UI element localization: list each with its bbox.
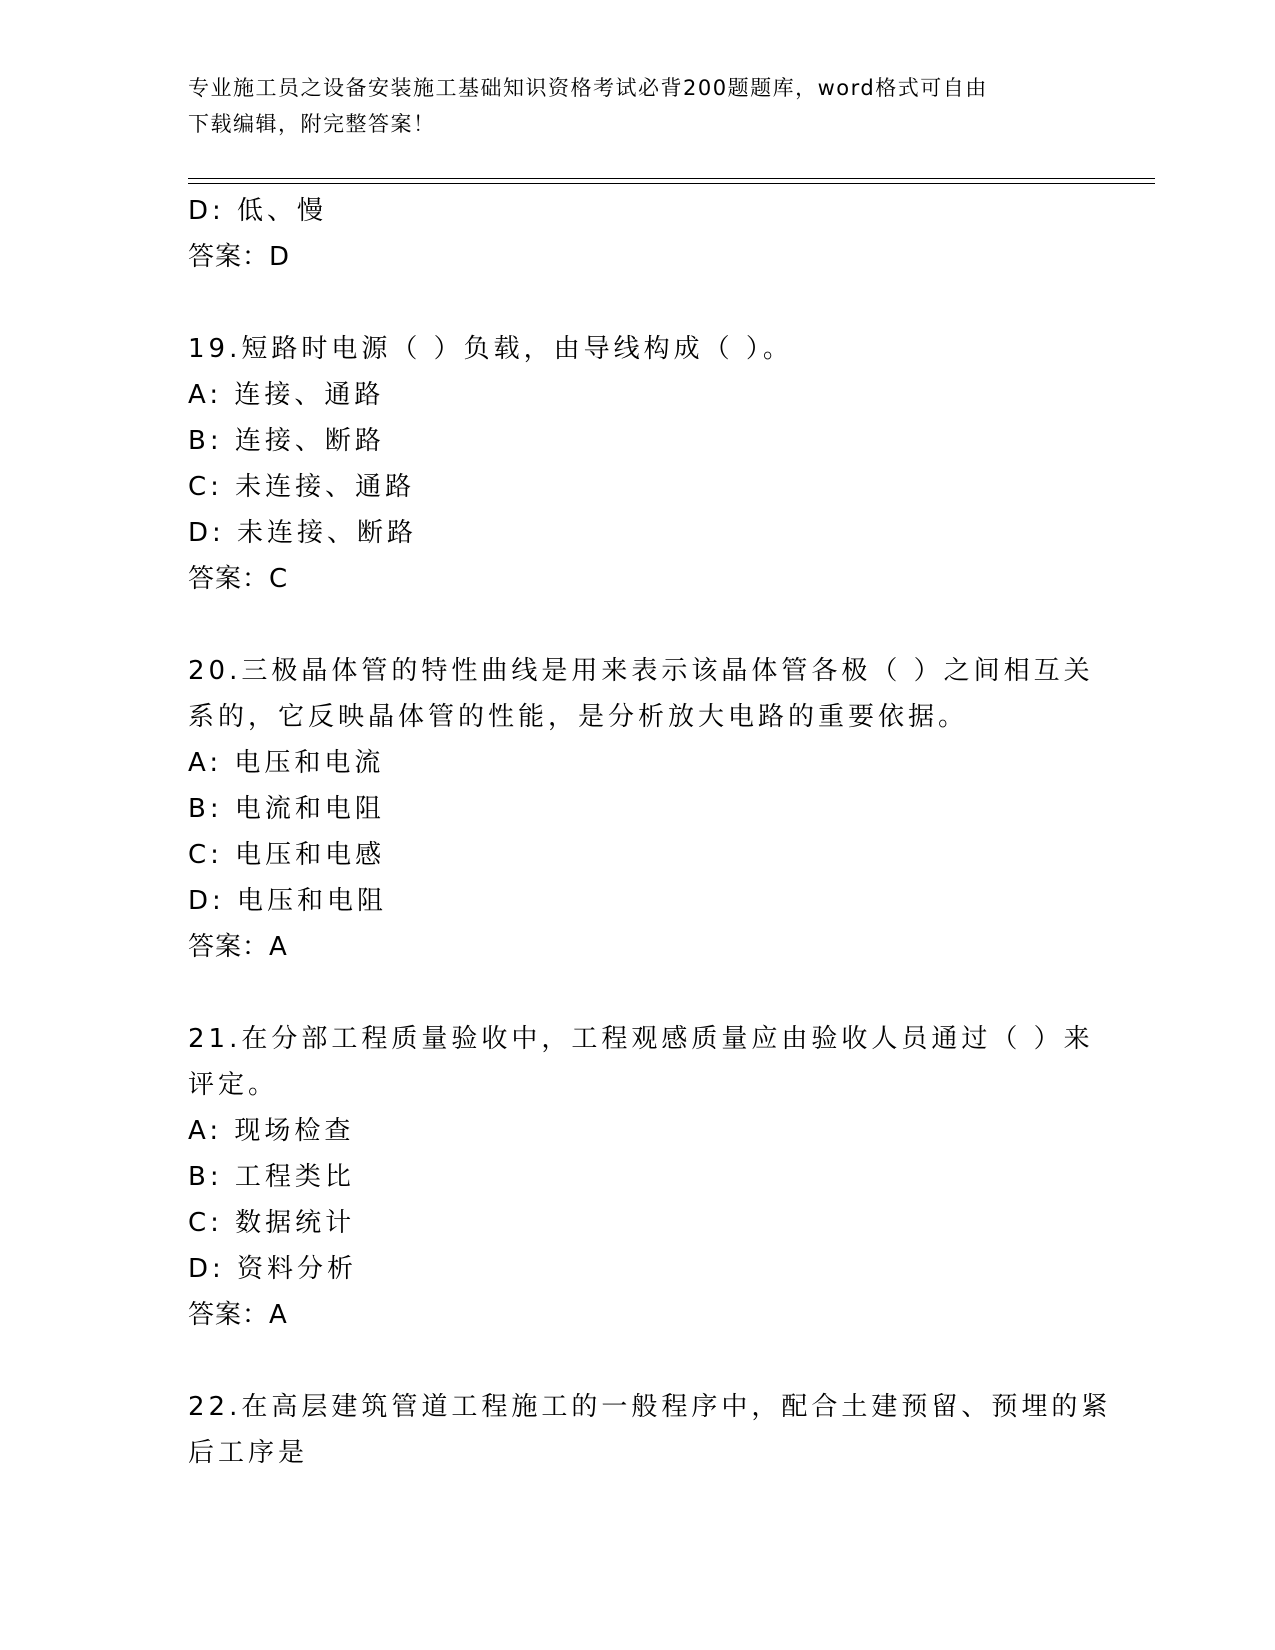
option-c: C: 数据统计 [188, 1208, 356, 1238]
spacer [188, 602, 1088, 648]
option-c: C: 未连接、通路 [188, 472, 416, 502]
answer: 答案：C [188, 564, 289, 594]
question-20 [188, 648, 1094, 970]
spacer [188, 1338, 1088, 1384]
answer: 答案：A [188, 1300, 288, 1330]
header-title-line-2: 下载编辑，附完整答案！ [188, 112, 436, 136]
option-a: A: 现场检查 [188, 1116, 355, 1146]
question-22 [188, 1384, 1112, 1476]
question-stem-line-2: 评定。 [188, 1070, 279, 1100]
option-c: C: 电压和电感 [188, 840, 386, 870]
question-stem-line-1: 22.在高层建筑管道工程施工的一般程序中，配合土建预留、预埋的紧 [188, 1392, 1112, 1422]
option-a: A: 电压和电流 [188, 748, 385, 778]
option-b: B: 工程类比 [188, 1162, 355, 1192]
question-stem-line-2: 后工序是 [188, 1438, 309, 1468]
option-a: A: 连接、通路 [188, 380, 385, 410]
header-rule-bottom [188, 183, 1155, 184]
prev-answer: 答案：D [188, 242, 291, 272]
question-stem-line-1: 21.在分部工程质量验收中，工程观感质量应由验收人员通过（ ）来 [188, 1024, 1094, 1054]
document-header [188, 70, 1088, 142]
header-rule-top [188, 178, 1155, 179]
question-stem-line-2: 系的，它反映晶体管的性能，是分析放大电路的重要依据。 [188, 702, 969, 732]
question-stem-line-1: 20.三极晶体管的特性曲线是用来表示该晶体管各极（ ）之间相互关 [188, 656, 1094, 686]
question-stem: 19.短路时电源（ ）负载，由导线构成（ ）。 [188, 334, 793, 364]
option-b: B: 电流和电阻 [188, 794, 385, 824]
spacer [188, 970, 1088, 1016]
header-title-line-1: 专业施工员之设备安装施工基础知识资格考试必背200题题库，word格式可自由 [188, 76, 988, 100]
prev-option-d: D: 低、慢 [188, 196, 328, 226]
question-19 [188, 326, 1088, 602]
option-d: D: 资料分析 [188, 1254, 358, 1284]
option-b: B: 连接、断路 [188, 426, 385, 456]
spacer [188, 280, 1088, 326]
option-d: D: 电压和电阻 [188, 886, 388, 916]
question-21 [188, 1016, 1094, 1338]
answer: 答案：A [188, 932, 288, 962]
question-list [188, 188, 1112, 1476]
option-d: D: 未连接、断路 [188, 518, 418, 548]
